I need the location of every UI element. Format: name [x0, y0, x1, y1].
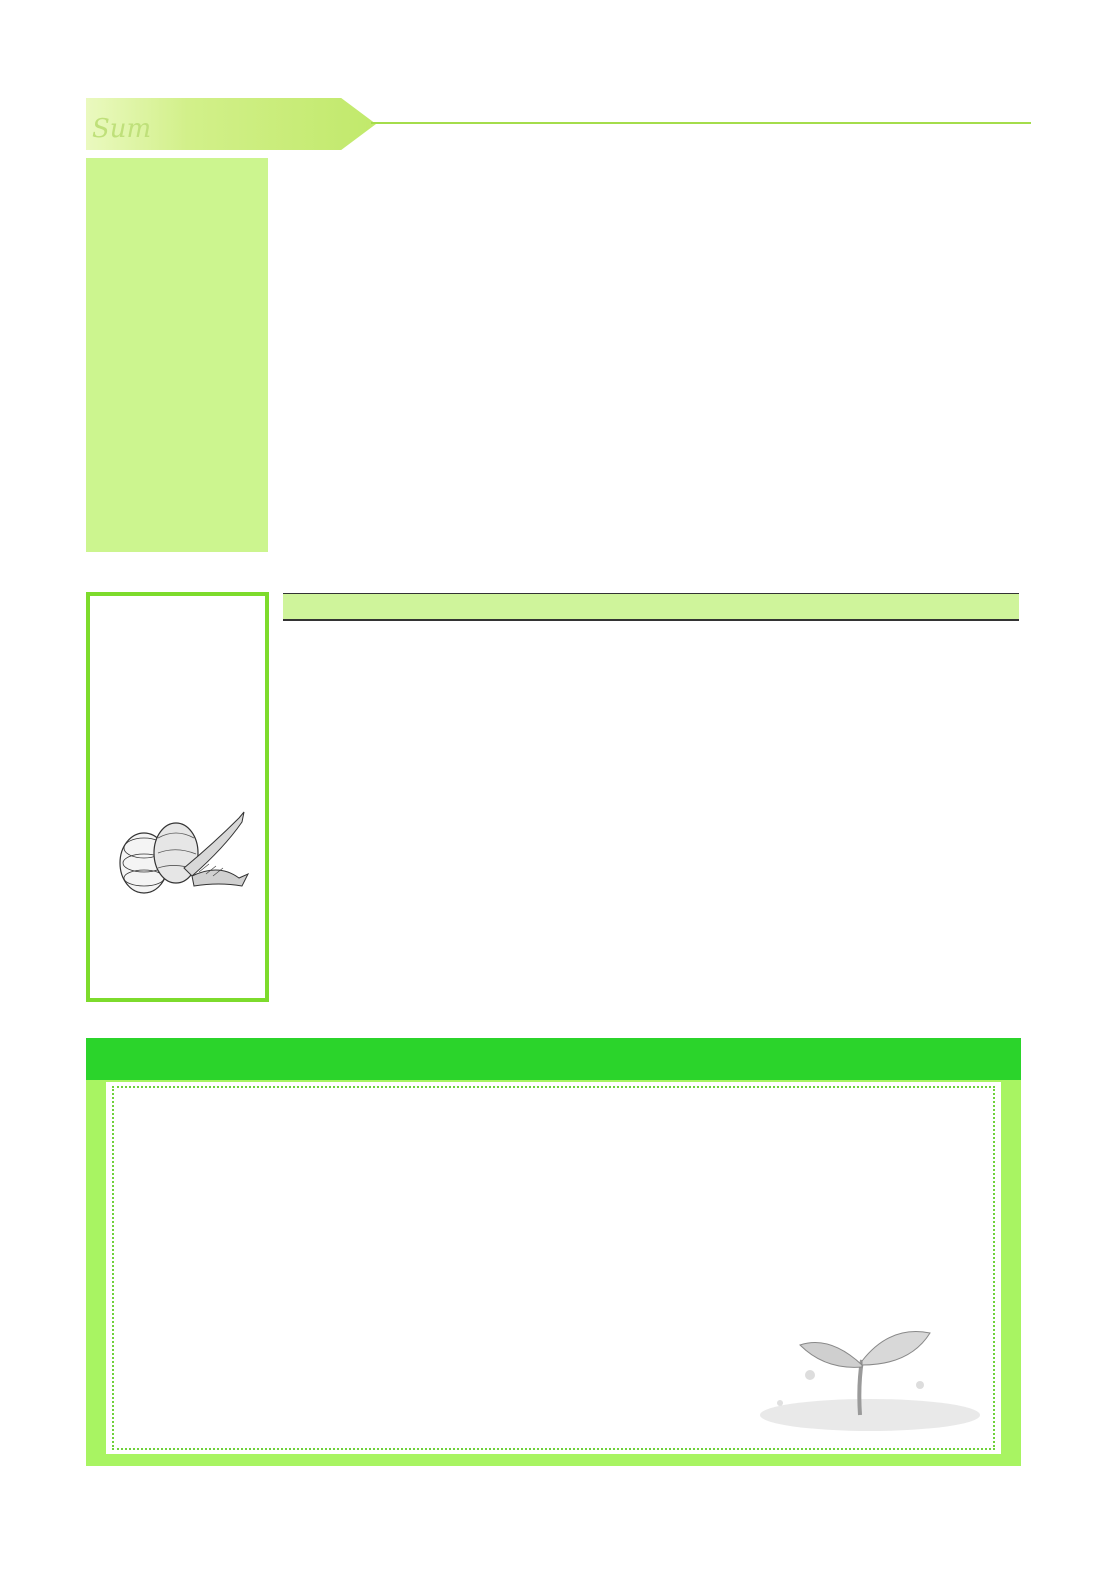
bread-fish-illustration [114, 808, 254, 898]
mission-label-column [86, 158, 268, 552]
sprout-illustration [740, 1315, 980, 1435]
new-family-box [86, 592, 269, 1002]
header-divider [371, 122, 1031, 124]
banner-decoration: Sum [92, 114, 152, 144]
mission-header [86, 98, 1031, 150]
grand-prix-titlebar [86, 1038, 1021, 1080]
new-family-table-header [283, 593, 1019, 621]
